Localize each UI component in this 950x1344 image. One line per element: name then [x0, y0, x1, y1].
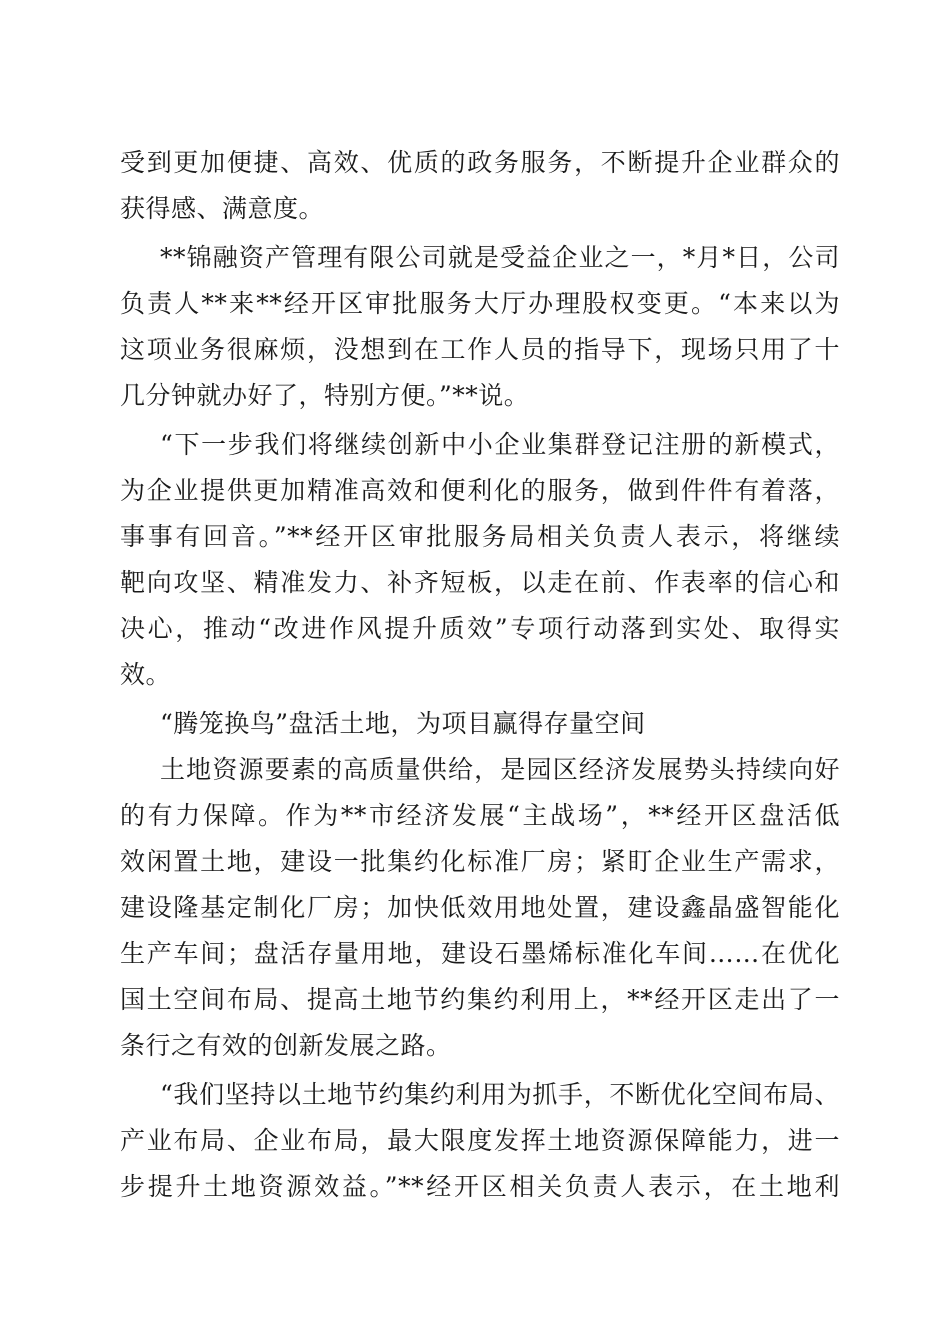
text-line: 负责人**来**经开区审批服务大厅办理股权变更。“本来以为: [120, 289, 840, 318]
text-line: 为企业提供更加精准高效和便利化的服务，做到件件有着落，: [120, 476, 840, 505]
text-line: **锦融资产管理有限公司就是受益企业之一，*月*日，公司: [160, 243, 840, 272]
paragraph-company-example: [120, 235, 840, 419]
paragraph-next-step: [120, 422, 840, 698]
text-line: 条行之有效的创新发展之路。: [120, 1031, 452, 1060]
text-line: 决心，推动“改进作风提升质效”专项行动落到实处、取得实: [120, 614, 840, 643]
text-line: 效闲置土地，建设一批集约化标准厂房；紧盯企业生产需求，: [120, 847, 840, 876]
text-line: 的有力保障。作为**市经济发展“主战场”，**经开区盘活低: [120, 801, 840, 830]
section-heading-land: [120, 701, 840, 747]
text-line: “下一步我们将继续创新中小企业集群登记注册的新模式，: [160, 430, 840, 459]
text-line: 效。: [120, 660, 172, 689]
paragraph-land-resources: [120, 747, 840, 1069]
text-line: 生产车间；盘活存量用地，建设石墨烯标准化车间……在优化: [120, 939, 840, 968]
document-body: [120, 140, 840, 1210]
section-heading: “腾笼换鸟”盘活土地，为项目赢得存量空间: [160, 709, 646, 738]
text-line: 步提升土地资源效益。”**经开区相关负责人表示，在土地利: [120, 1172, 840, 1201]
text-line: 建设隆基定制化厂房；加快低效用地处置，建设鑫晶盛智能化: [120, 893, 840, 922]
text-line: 产业布局、企业布局，最大限度发挥土地资源保障能力，进一: [120, 1126, 840, 1155]
text-line: 几分钟就办好了，特别方便。”**说。: [120, 381, 530, 410]
text-line: 国土空间布局、提高土地节约集约利用上，**经开区走出了一: [120, 985, 840, 1014]
text-line: 受到更加便捷、高效、优质的政务服务，不断提升企业群众的: [120, 148, 840, 177]
text-line: “我们坚持以土地节约集约利用为抓手，不断优化空间布局、: [160, 1080, 840, 1109]
paragraph-service-intro: [120, 140, 840, 232]
text-line: 获得感、满意度。: [120, 194, 325, 223]
text-line: 土地资源要素的高质量供给，是园区经济发展势头持续向好: [160, 755, 840, 784]
paragraph-land-quote: [120, 1072, 840, 1210]
text-line: 这项业务很麻烦，没想到在工作人员的指导下，现场只用了十: [120, 335, 840, 364]
text-line: 靶向攻坚、精准发力、补齐短板，以走在前、作表率的信心和: [120, 568, 840, 597]
text-line: 事事有回音。”**经开区审批服务局相关负责人表示，将继续: [120, 522, 840, 551]
